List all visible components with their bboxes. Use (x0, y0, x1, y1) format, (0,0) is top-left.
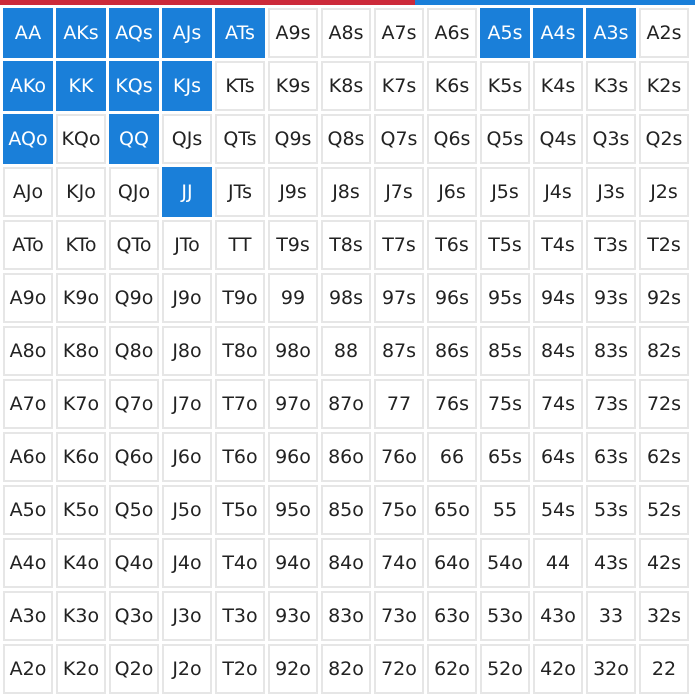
hand-cell-82s[interactable]: 82s (639, 326, 689, 376)
hand-cell-t2o[interactable]: T2o (215, 644, 265, 694)
hand-cell-83s[interactable]: 83s (586, 326, 636, 376)
hand-cell-87o[interactable]: 87o (321, 379, 371, 429)
hand-cell-j6o[interactable]: J6o (162, 432, 212, 482)
hand-cell-52s[interactable]: 52s (639, 485, 689, 535)
hand-cell-k9o[interactable]: K9o (56, 273, 106, 323)
hand-cell-jto[interactable]: JTo (162, 220, 212, 270)
hand-cell-t3s[interactable]: T3s (586, 220, 636, 270)
hand-cell-aqo[interactable]: AQo (3, 114, 53, 164)
hand-cell-82o[interactable]: 82o (321, 644, 371, 694)
hand-cell-t3o[interactable]: T3o (215, 591, 265, 641)
hand-cell-66[interactable]: 66 (427, 432, 477, 482)
hand-cell-q4o[interactable]: Q4o (109, 538, 159, 588)
hand-cell-k8o[interactable]: K8o (56, 326, 106, 376)
hand-cell-a8o[interactable]: A8o (3, 326, 53, 376)
hand-cell-65s[interactable]: 65s (480, 432, 530, 482)
hand-cell-73s[interactable]: 73s (586, 379, 636, 429)
range-progress-bar (0, 0, 695, 5)
hand-cell-75s[interactable]: 75s (480, 379, 530, 429)
hand-cell-t4o[interactable]: T4o (215, 538, 265, 588)
hand-cell-a3s[interactable]: A3s (586, 8, 636, 58)
hand-range-grid (3, 8, 692, 697)
hand-cell-j6s[interactable]: J6s (427, 167, 477, 217)
hand-cell-85o[interactable]: 85o (321, 485, 371, 535)
hand-cell-62s[interactable]: 62s (639, 432, 689, 482)
hand-cell-77[interactable]: 77 (374, 379, 424, 429)
hand-cell-t4s[interactable]: T4s (533, 220, 583, 270)
hand-cell-64s[interactable]: 64s (533, 432, 583, 482)
hand-cell-94o[interactable]: 94o (268, 538, 318, 588)
hand-cell-97o[interactable]: 97o (268, 379, 318, 429)
hand-cell-k4s[interactable]: K4s (533, 61, 583, 111)
hand-cell-j5o[interactable]: J5o (162, 485, 212, 535)
hand-cell-k9s[interactable]: K9s (268, 61, 318, 111)
hand-cell-q6s[interactable]: Q6s (427, 114, 477, 164)
hand-cell-98s[interactable]: 98s (321, 273, 371, 323)
hand-cell-j4o[interactable]: J4o (162, 538, 212, 588)
hand-cell-j2o[interactable]: J2o (162, 644, 212, 694)
hand-cell-t5o[interactable]: T5o (215, 485, 265, 535)
hand-cell-ajs[interactable]: AJs (162, 8, 212, 58)
hand-cell-98o[interactable]: 98o (268, 326, 318, 376)
hand-cell-74o[interactable]: 74o (374, 538, 424, 588)
hand-cell-k6o[interactable]: K6o (56, 432, 106, 482)
hand-cell-ajo[interactable]: AJo (3, 167, 53, 217)
hand-cell-a9s[interactable]: A9s (268, 8, 318, 58)
hand-cell-k6s[interactable]: K6s (427, 61, 477, 111)
hand-cell-84o[interactable]: 84o (321, 538, 371, 588)
hand-cell-k7s[interactable]: K7s (374, 61, 424, 111)
hand-cell-k5s[interactable]: K5s (480, 61, 530, 111)
hand-cell-63o[interactable]: 63o (427, 591, 477, 641)
hand-cell-q7s[interactable]: Q7s (374, 114, 424, 164)
hand-cell-54o[interactable]: 54o (480, 538, 530, 588)
hand-cell-32s[interactable]: 32s (639, 591, 689, 641)
progress-bar-blue-segment (415, 0, 695, 5)
hand-cell-j7s[interactable]: J7s (374, 167, 424, 217)
hand-cell-q8o[interactable]: Q8o (109, 326, 159, 376)
hand-cell-kjs[interactable]: KJs (162, 61, 212, 111)
hand-cell-a4s[interactable]: A4s (533, 8, 583, 58)
hand-cell-j2s[interactable]: J2s (639, 167, 689, 217)
hand-cell-ats[interactable]: ATs (215, 8, 265, 58)
hand-cell-a2s[interactable]: A2s (639, 8, 689, 58)
hand-cell-kk[interactable]: KK (56, 61, 106, 111)
hand-cell-96s[interactable]: 96s (427, 273, 477, 323)
hand-cell-aqs[interactable]: AQs (109, 8, 159, 58)
hand-cell-k8s[interactable]: K8s (321, 61, 371, 111)
hand-cell-99[interactable]: 99 (268, 273, 318, 323)
hand-cell-64o[interactable]: 64o (427, 538, 477, 588)
hand-cell-k5o[interactable]: K5o (56, 485, 106, 535)
hand-cell-k2o[interactable]: K2o (56, 644, 106, 694)
hand-cell-q2o[interactable]: Q2o (109, 644, 159, 694)
hand-cell-a6s[interactable]: A6s (427, 8, 477, 58)
hand-cell-96o[interactable]: 96o (268, 432, 318, 482)
hand-cell-a2o[interactable]: A2o (3, 644, 53, 694)
hand-cell-97s[interactable]: 97s (374, 273, 424, 323)
hand-cell-85s[interactable]: 85s (480, 326, 530, 376)
hand-cell-a7o[interactable]: A7o (3, 379, 53, 429)
hand-cell-73o[interactable]: 73o (374, 591, 424, 641)
hand-cell-qjs[interactable]: QJs (162, 114, 212, 164)
hand-cell-88[interactable]: 88 (321, 326, 371, 376)
hand-cell-j4s[interactable]: J4s (533, 167, 583, 217)
hand-cell-t5s[interactable]: T5s (480, 220, 530, 270)
hand-cell-86s[interactable]: 86s (427, 326, 477, 376)
hand-cell-q2s[interactable]: Q2s (639, 114, 689, 164)
hand-cell-54s[interactable]: 54s (533, 485, 583, 535)
hand-cell-q3o[interactable]: Q3o (109, 591, 159, 641)
hand-cell-86o[interactable]: 86o (321, 432, 371, 482)
hand-cell-aks[interactable]: AKs (56, 8, 106, 58)
hand-cell-72o[interactable]: 72o (374, 644, 424, 694)
hand-cell-j8o[interactable]: J8o (162, 326, 212, 376)
hand-cell-32o[interactable]: 32o (586, 644, 636, 694)
hand-cell-74s[interactable]: 74s (533, 379, 583, 429)
hand-cell-22[interactable]: 22 (639, 644, 689, 694)
hand-cell-qto[interactable]: QTo (109, 220, 159, 270)
hand-cell-q3s[interactable]: Q3s (586, 114, 636, 164)
hand-cell-43s[interactable]: 43s (586, 538, 636, 588)
hand-cell-kts[interactable]: KTs (215, 61, 265, 111)
hand-cell-83o[interactable]: 83o (321, 591, 371, 641)
hand-cell-q4s[interactable]: Q4s (533, 114, 583, 164)
hand-cell-kqo[interactable]: KQo (56, 114, 106, 164)
hand-cell-j8s[interactable]: J8s (321, 167, 371, 217)
hand-cell-k3s[interactable]: K3s (586, 61, 636, 111)
hand-cell-j9o[interactable]: J9o (162, 273, 212, 323)
hand-cell-k2s[interactable]: K2s (639, 61, 689, 111)
hand-cell-42o[interactable]: 42o (533, 644, 583, 694)
hand-cell-95o[interactable]: 95o (268, 485, 318, 535)
hand-cell-q5s[interactable]: Q5s (480, 114, 530, 164)
hand-cell-72s[interactable]: 72s (639, 379, 689, 429)
hand-cell-53s[interactable]: 53s (586, 485, 636, 535)
hand-cell-63s[interactable]: 63s (586, 432, 636, 482)
hand-cell-qjo[interactable]: QJo (109, 167, 159, 217)
hand-cell-j3s[interactable]: J3s (586, 167, 636, 217)
hand-cell-q9s[interactable]: Q9s (268, 114, 318, 164)
hand-cell-aa[interactable]: AA (3, 8, 53, 58)
hand-cell-t6o[interactable]: T6o (215, 432, 265, 482)
hand-cell-a8s[interactable]: A8s (321, 8, 371, 58)
hand-cell-93s[interactable]: 93s (586, 273, 636, 323)
hand-cell-k3o[interactable]: K3o (56, 591, 106, 641)
hand-cell-jts[interactable]: JTs (215, 167, 265, 217)
hand-cell-j9s[interactable]: J9s (268, 167, 318, 217)
hand-cell-j5s[interactable]: J5s (480, 167, 530, 217)
hand-cell-84s[interactable]: 84s (533, 326, 583, 376)
hand-cell-t2s[interactable]: T2s (639, 220, 689, 270)
hand-cell-43o[interactable]: 43o (533, 591, 583, 641)
hand-cell-a7s[interactable]: A7s (374, 8, 424, 58)
hand-cell-87s[interactable]: 87s (374, 326, 424, 376)
hand-cell-tt[interactable]: TT (215, 220, 265, 270)
hand-cell-55[interactable]: 55 (480, 485, 530, 535)
hand-cell-q5o[interactable]: Q5o (109, 485, 159, 535)
hand-cell-q9o[interactable]: Q9o (109, 273, 159, 323)
hand-cell-92s[interactable]: 92s (639, 273, 689, 323)
hand-cell-a3o[interactable]: A3o (3, 591, 53, 641)
hand-cell-75o[interactable]: 75o (374, 485, 424, 535)
hand-cell-a9o[interactable]: A9o (3, 273, 53, 323)
hand-cell-t6s[interactable]: T6s (427, 220, 477, 270)
hand-cell-76o[interactable]: 76o (374, 432, 424, 482)
hand-cell-q7o[interactable]: Q7o (109, 379, 159, 429)
hand-cell-t9s[interactable]: T9s (268, 220, 318, 270)
hand-cell-a6o[interactable]: A6o (3, 432, 53, 482)
hand-cell-95s[interactable]: 95s (480, 273, 530, 323)
hand-cell-kto[interactable]: KTo (56, 220, 106, 270)
hand-cell-j7o[interactable]: J7o (162, 379, 212, 429)
hand-cell-k4o[interactable]: K4o (56, 538, 106, 588)
hand-cell-a4o[interactable]: A4o (3, 538, 53, 588)
progress-bar-red-segment (0, 0, 415, 5)
hand-cell-t9o[interactable]: T9o (215, 273, 265, 323)
hand-cell-kqs[interactable]: KQs (109, 61, 159, 111)
hand-cell-a5o[interactable]: A5o (3, 485, 53, 535)
hand-cell-94s[interactable]: 94s (533, 273, 583, 323)
hand-cell-ako[interactable]: AKo (3, 61, 53, 111)
hand-cell-76s[interactable]: 76s (427, 379, 477, 429)
hand-cell-53o[interactable]: 53o (480, 591, 530, 641)
hand-cell-j3o[interactable]: J3o (162, 591, 212, 641)
hand-cell-93o[interactable]: 93o (268, 591, 318, 641)
hand-cell-qts[interactable]: QTs (215, 114, 265, 164)
hand-cell-t7s[interactable]: T7s (374, 220, 424, 270)
hand-cell-kjo[interactable]: KJo (56, 167, 106, 217)
hand-cell-62o[interactable]: 62o (427, 644, 477, 694)
hand-cell-44[interactable]: 44 (533, 538, 583, 588)
hand-cell-a5s[interactable]: A5s (480, 8, 530, 58)
hand-cell-jj[interactable]: JJ (162, 167, 212, 217)
hand-cell-q6o[interactable]: Q6o (109, 432, 159, 482)
hand-cell-t7o[interactable]: T7o (215, 379, 265, 429)
hand-cell-33[interactable]: 33 (586, 591, 636, 641)
hand-cell-ato[interactable]: ATo (3, 220, 53, 270)
hand-cell-92o[interactable]: 92o (268, 644, 318, 694)
hand-cell-42s[interactable]: 42s (639, 538, 689, 588)
hand-cell-k7o[interactable]: K7o (56, 379, 106, 429)
hand-cell-t8o[interactable]: T8o (215, 326, 265, 376)
hand-cell-qq[interactable]: QQ (109, 114, 159, 164)
hand-cell-65o[interactable]: 65o (427, 485, 477, 535)
hand-cell-52o[interactable]: 52o (480, 644, 530, 694)
hand-cell-q8s[interactable]: Q8s (321, 114, 371, 164)
hand-cell-t8s[interactable]: T8s (321, 220, 371, 270)
